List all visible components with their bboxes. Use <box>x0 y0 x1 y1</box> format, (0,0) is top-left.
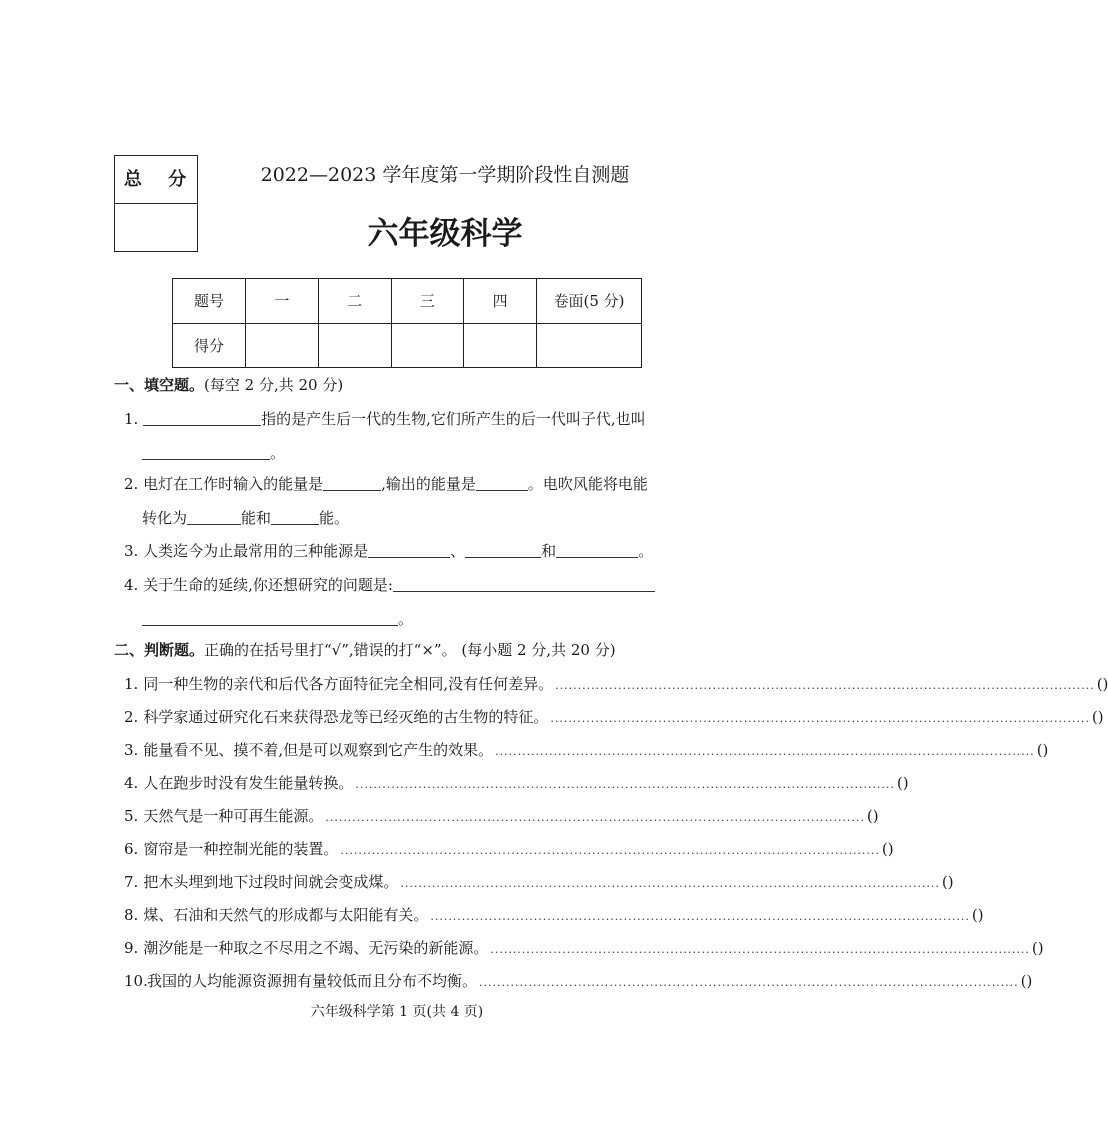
score-table-header: 一 <box>246 279 319 324</box>
question-text: 。电吹风能将电能 <box>527 475 648 493</box>
leader-dots: ........................................................................................................................ <box>495 745 1035 758</box>
bracket-close: ) <box>1037 939 1044 957</box>
score-table-header: 三 <box>391 279 464 324</box>
score-cell <box>318 323 391 368</box>
question-number: 3. <box>124 741 139 759</box>
question-text: 。 <box>398 610 414 628</box>
question-text: 指的是产生后一代的生物,它们所产生的后一代叫子代,也叫 <box>261 410 646 428</box>
leader-dots: ........................................................................................................................ <box>355 778 895 791</box>
question-number: 5. <box>124 807 139 825</box>
bracket-close: ) <box>902 774 909 792</box>
answer-bracket[interactable] <box>1097 675 1108 693</box>
question-text: 。 <box>270 444 286 462</box>
score-cell <box>246 323 319 368</box>
bracket-close: ) <box>1042 741 1049 759</box>
question-text: 天然气是一种可再生能源。 <box>143 807 324 825</box>
leader-dots: ........................................................................................................................ <box>555 679 1095 692</box>
question-number: 8. <box>124 906 139 924</box>
bracket-open: ( <box>1096 675 1103 693</box>
bracket-close: ) <box>1097 708 1104 726</box>
leader-dots: ........................................................................................................................ <box>550 712 1090 725</box>
section2-note: (每小题 2 分,共 20 分) <box>461 641 616 659</box>
answer-bracket[interactable] <box>1032 939 1044 957</box>
leader-dots: ........................................................................................................................ <box>430 910 970 923</box>
total-score-box <box>114 155 198 252</box>
tf-item <box>124 904 984 925</box>
question-text: 转化为 <box>142 509 188 527</box>
score-table-header: 卷面(5 分) <box>537 279 642 324</box>
question-text: 能和 <box>241 509 272 527</box>
question-number: 7. <box>124 873 139 891</box>
question-number: 9. <box>124 939 139 957</box>
score-table-header: 二 <box>318 279 391 324</box>
score-cell <box>391 323 464 368</box>
question-text: 能量看不见、摸不着,但是可以观察到它产生的效果。 <box>143 741 494 759</box>
score-table-header: 题号 <box>173 279 246 324</box>
page-footer: 六年级科学第 1 页(共 4 页) <box>310 1004 484 1020</box>
bracket-open: ( <box>1036 741 1043 759</box>
question-text: 同一种生物的亲代和后代各方面特征完全相同,没有任何差异。 <box>143 675 554 693</box>
question-number: 4. <box>124 576 139 594</box>
bracket-open: ( <box>1031 939 1038 957</box>
answer-bracket[interactable] <box>972 906 984 924</box>
tf-item <box>124 706 1104 727</box>
answer-bracket[interactable] <box>1021 972 1033 990</box>
answer-bracket[interactable] <box>897 774 909 792</box>
section2-heading: 二、判断题。 <box>114 641 205 659</box>
question-text: 。 <box>638 542 654 560</box>
bracket-open: ( <box>896 774 903 792</box>
tf-item <box>124 838 894 859</box>
fill-q4-cont <box>142 608 413 629</box>
question-text: 、 <box>450 542 466 560</box>
fill-q1-cont <box>142 442 285 463</box>
answer-blank[interactable] <box>142 611 398 626</box>
bracket-close: ) <box>887 840 894 858</box>
answer-blank[interactable] <box>187 510 241 525</box>
question-text: 我国的人均能源资源拥有量较低而且分布不均衡。 <box>147 972 478 990</box>
answer-blank[interactable] <box>143 411 261 426</box>
question-text: 和 <box>541 542 557 560</box>
main-title: 六年级科学 <box>367 216 523 252</box>
question-text: 能。 <box>319 509 350 527</box>
answer-bracket[interactable] <box>882 840 894 858</box>
answer-bracket[interactable] <box>1037 741 1049 759</box>
question-number: 1. <box>124 410 139 428</box>
score-cell <box>464 323 537 368</box>
answer-blank[interactable] <box>368 543 450 558</box>
fill-q4 <box>124 574 655 595</box>
question-text: 科学家通过研究化石来获得恐龙等已经灭绝的古生物的特征。 <box>143 708 549 726</box>
tf-item <box>124 739 1049 760</box>
question-text: 关于生命的延续,你还想研究的问题是: <box>143 576 393 594</box>
bracket-close: ) <box>872 807 879 825</box>
question-number: 10. <box>124 972 148 990</box>
bracket-open: ( <box>1091 708 1098 726</box>
tf-item <box>124 673 1108 694</box>
question-text: 把木头埋到地下过段时间就会变成煤。 <box>143 873 399 891</box>
question-text: 窗帘是一种控制光能的装置。 <box>143 840 339 858</box>
bracket-open: ( <box>881 840 888 858</box>
section2-heading-line <box>114 639 616 660</box>
answer-blank[interactable] <box>142 445 270 460</box>
question-text: 人在跑步时没有发生能量转换。 <box>143 774 354 792</box>
bracket-close: ) <box>1102 675 1108 693</box>
answer-blank[interactable] <box>556 543 638 558</box>
answer-blank[interactable] <box>393 577 655 592</box>
answer-blank[interactable] <box>476 476 528 491</box>
score-table-header: 四 <box>464 279 537 324</box>
score-cell <box>537 323 642 368</box>
score-table <box>172 278 642 368</box>
section1-note: (每空 2 分,共 20 分) <box>204 376 344 394</box>
question-text: 人类迄今为止最常用的三种能源是 <box>143 542 369 560</box>
question-text: 煤、石油和天然气的形成都与太阳能有关。 <box>143 906 429 924</box>
tf-item <box>124 805 879 826</box>
bracket-open: ( <box>941 873 948 891</box>
bracket-open: ( <box>866 807 873 825</box>
bracket-close: ) <box>1026 972 1033 990</box>
tf-item <box>124 970 1033 991</box>
bracket-close: ) <box>947 873 954 891</box>
leader-dots: ........................................................................................................................ <box>490 943 1030 956</box>
question-number: 6. <box>124 840 139 858</box>
fill-q2-cont <box>142 507 349 528</box>
answer-bracket[interactable] <box>942 873 954 891</box>
question-text: 电灯在工作时输入的能量是 <box>143 475 324 493</box>
answer-blank[interactable] <box>465 543 541 558</box>
tf-item <box>124 937 1044 958</box>
exam-title: 2022—2023 学年度第一学期阶段性自测题 <box>260 164 630 186</box>
question-number: 2. <box>124 708 139 726</box>
leader-dots: ........................................................................................................................ <box>479 976 1019 989</box>
answer-bracket[interactable] <box>867 807 879 825</box>
bracket-close: ) <box>977 906 984 924</box>
section1-heading: 一、填空题。 <box>114 376 205 394</box>
answer-bracket[interactable] <box>1092 708 1104 726</box>
question-number: 2. <box>124 475 139 493</box>
tf-item <box>124 772 909 793</box>
section1-heading-line <box>114 374 343 395</box>
fill-q2 <box>124 473 648 494</box>
question-number: 1. <box>124 675 139 693</box>
bracket-open: ( <box>971 906 978 924</box>
fill-q1 <box>124 408 646 429</box>
question-text: 潮汐能是一种取之不尽用之不竭、无污染的新能源。 <box>143 939 489 957</box>
answer-blank[interactable] <box>323 476 381 491</box>
question-text: ,输出的能量是 <box>381 475 476 493</box>
question-number: 3. <box>124 542 139 560</box>
total-score-label: 总 分 <box>115 156 197 204</box>
question-number: 4. <box>124 774 139 792</box>
bracket-open: ( <box>1020 972 1027 990</box>
leader-dots: ........................................................................................................................ <box>400 877 940 890</box>
score-row-label: 得分 <box>173 323 246 368</box>
tf-item <box>124 871 954 892</box>
section2-instruction: 正确的在括号里打“√”,错误的打“×”。 <box>204 641 457 659</box>
leader-dots: ........................................................................................................................ <box>340 844 880 857</box>
fill-q3 <box>124 540 653 561</box>
leader-dots: ........................................................................................................................ <box>325 811 865 824</box>
answer-blank[interactable] <box>271 510 319 525</box>
